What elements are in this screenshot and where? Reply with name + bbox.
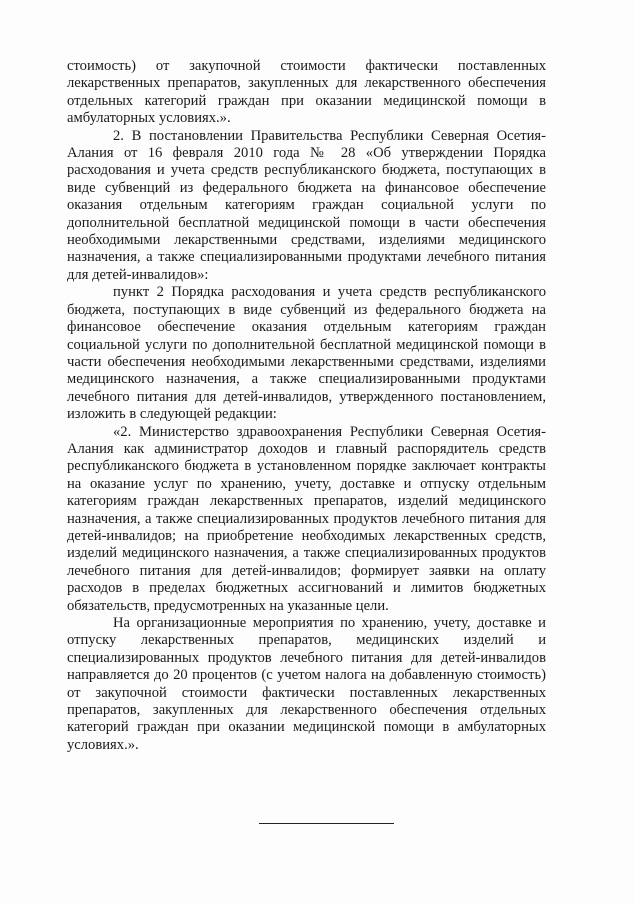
- document-body: [67, 58, 546, 754]
- paragraph-continuation: стоимость) от закупочной стоимости фактически поставленных лекарственных препаратов, закупленных для лекарственного обеспечения отдельных категорий граждан при оказании медицинской помощи в амбулаторных условиях.».: [67, 58, 546, 127]
- paragraph-organizational-measures: На организационные мероприятия по хранению, учету, доставке и отпуску лекарственных препаратов, медицинских изделий и специализированных продуктов лечебного питания для детей-инвалидов направляется до 20 процентов (с учетом налога на добавленную стоимость) от закупочной стоимости фактически поставленных лекарственных препаратов, закупленных для лекарственного обеспечения отдельных категорий граждан при оказании медицинской помощи в амбулаторных условиях.».: [67, 615, 546, 753]
- closing-rule: [259, 823, 394, 824]
- paragraph-item-2: 2. В постановлении Правительства Республики Северная Осетия-Алания от 16 февраля 2010 года № 28 «Об утверждении Порядка расходования и учета средств республиканского бюджета, поступающих в виде субвенций из федерального бюджета на финансовое обеспечение оказания отдельным категориям граждан социальной услуги по дополнительной бесплатной медицинской помощи в части обеспечения необходимыми лекарственными средствами, изделиями медицинского назначения, а также специализированными продуктами лечебного питания для детей-инвалидов»:: [67, 127, 546, 283]
- paragraph-point-2-intro: пункт 2 Порядка расходования и учета средств республиканского бюджета, поступающих в виде субвенций из федерального бюджета на финансовое обеспечение оказания отдельным категориям граждан социальной услуги по дополнительной бесплатной медицинской помощи в части обеспечения необходимыми лекарственными средствами, изделиями медицинского назначения, а также специализированными продуктами лечебного питания для детей-инвалидов, утвержденного постановлением, изложить в следующей редакции:: [67, 284, 546, 423]
- paragraph-new-wording: «2. Министерство здравоохранения Республики Северная Осетия-Алания как администратор доходов и главный распорядитель средств республиканского бюджета в установленном порядке заключает контракты на оказание услуг по хранению, учету, доставке и отпуску отдельным категориям граждан лекарственных препаратов, изделий медицинского назначения, а также специализированных продуктов лечебного питания для детей-инвалидов; на приобретение необходимых лекарственных средств, изделий медицинского назначения, а также специализированных продуктов лечебного питания для детей-инвалидов; формирует заявки на оплату расходов в пределах бюджетных ассигнований и лимитов бюджетных обязательств, предусмотренных на указанные цели.: [67, 423, 546, 614]
